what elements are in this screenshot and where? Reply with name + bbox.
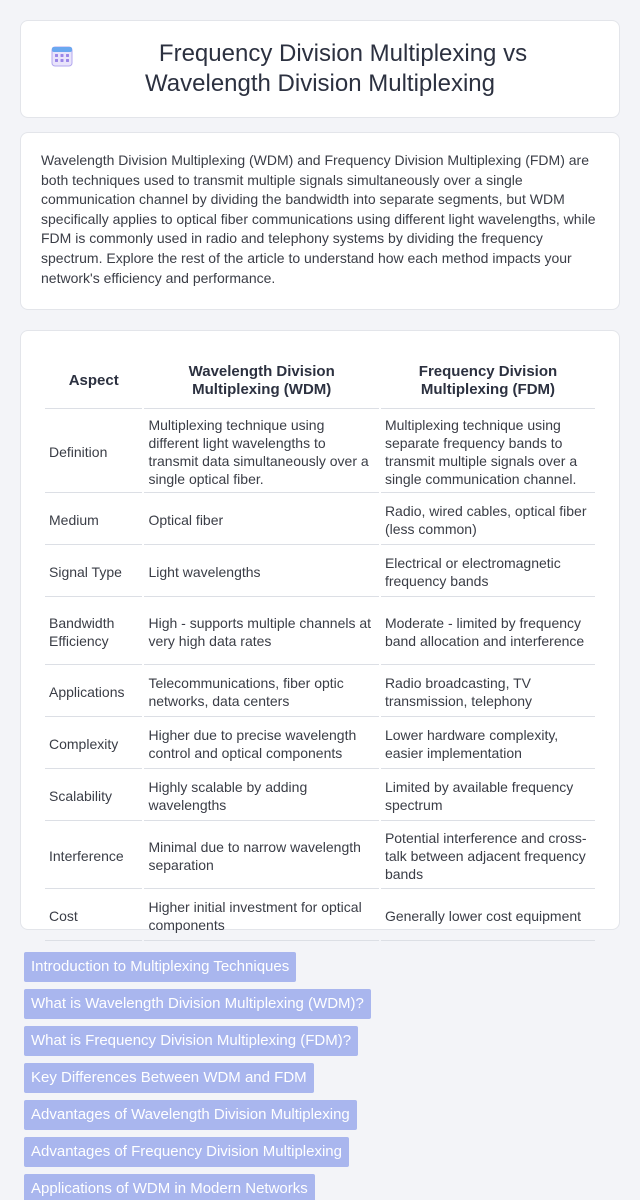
cell-aspect: Applications [45, 667, 142, 717]
table-row [45, 495, 595, 545]
cell-aspect: Definition [45, 411, 142, 493]
cell-fdm: Multiplexing technique using separate frequency bands to transmit multiple signals over a single communication channel. [381, 411, 595, 493]
table-row [45, 891, 595, 941]
cell-aspect: Complexity [45, 719, 142, 769]
cell-wdm: High - supports multiple channels at very high data rates [144, 599, 378, 665]
cell-wdm: Optical fiber [144, 495, 378, 545]
cell-fdm: Electrical or electromagnetic frequency bands [381, 547, 595, 597]
cell-aspect: Medium [45, 495, 142, 545]
title-card [20, 20, 620, 118]
cell-wdm: Telecommunications, fiber optic networks, data centers [144, 667, 378, 717]
toc-link[interactable]: Introduction to Multiplexing Techniques [24, 952, 296, 982]
toc-links [0, 952, 640, 1200]
toc-link[interactable]: Applications of WDM in Modern Networks [24, 1174, 315, 1200]
table-row [45, 667, 595, 717]
cell-wdm: Higher due to precise wavelength control and optical components [144, 719, 378, 769]
cell-wdm: Higher initial investment for optical components [144, 891, 378, 941]
cell-fdm: Limited by available frequency spectrum [381, 771, 595, 821]
table-row [45, 719, 595, 769]
intro-paragraph: Wavelength Division Multiplexing (WDM) and Frequency Division Multiplexing (FDM) are both techniques used to transmit multiple signals simultaneously over a single communication channel by dividing the bandwidth into separate segments, but WDM specifically applies to optical fiber communications using different light wavelengths, while FDM is commonly used in radio and telephony systems by dividing the frequency spectrum. Explore the rest of the article to understand how each method impacts your network's efficiency and performance. [41, 152, 596, 286]
comparison-table-card [20, 330, 620, 933]
cell-fdm: Generally lower cost equipment [381, 891, 595, 941]
toc-link[interactable]: Advantages of Wavelength Division Multiplexing [24, 1100, 357, 1130]
comparison-table [43, 351, 597, 943]
cell-aspect: Signal Type [45, 547, 142, 597]
cell-wdm: Light wavelengths [144, 547, 378, 597]
cell-fdm: Radio, wired cables, optical fiber (less common) [381, 495, 595, 545]
table-row [45, 411, 595, 493]
cell-fdm: Potential interference and cross-talk between adjacent frequency bands [381, 823, 595, 889]
cell-aspect: Cost [45, 891, 142, 941]
table-row [45, 823, 595, 889]
toc-link[interactable]: Advantages of Frequency Division Multiplexing [24, 1137, 349, 1167]
cell-fdm: Radio broadcasting, TV transmission, telephony [381, 667, 595, 717]
calendar-grid-icon [49, 43, 75, 69]
cell-wdm: Minimal due to narrow wavelength separation [144, 823, 378, 889]
toc-link[interactable]: What is Wavelength Division Multiplexing (WDM)? [24, 989, 371, 1019]
header-wdm: Wavelength Division Multiplexing (WDM) [144, 353, 378, 409]
header-fdm: Frequency Division Multiplexing (FDM) [381, 353, 595, 409]
toc-link[interactable]: Key Differences Between WDM and FDM [24, 1063, 314, 1093]
toc-link[interactable]: What is Frequency Division Multiplexing (FDM)? [24, 1026, 358, 1056]
cell-wdm: Multiplexing technique using different light wavelengths to transmit data simultaneously over a single optical fiber. [144, 411, 378, 493]
cell-wdm: Highly scalable by adding wavelengths [144, 771, 378, 821]
page-title: Frequency Division Multiplexing vs Wavelength Division Multiplexing [145, 40, 528, 97]
cell-aspect: Bandwidth Efficiency [45, 599, 142, 665]
intro-card [20, 132, 620, 310]
table-header-row [45, 353, 595, 409]
title-wrap [51, 39, 589, 99]
table-row [45, 771, 595, 821]
table-row [45, 599, 595, 665]
cell-fdm: Lower hardware complexity, easier implementation [381, 719, 595, 769]
cell-fdm: Moderate - limited by frequency band allocation and interference [381, 599, 595, 665]
cell-aspect: Scalability [45, 771, 142, 821]
cell-aspect: Interference [45, 823, 142, 889]
header-aspect: Aspect [45, 353, 142, 409]
table-row [45, 547, 595, 597]
